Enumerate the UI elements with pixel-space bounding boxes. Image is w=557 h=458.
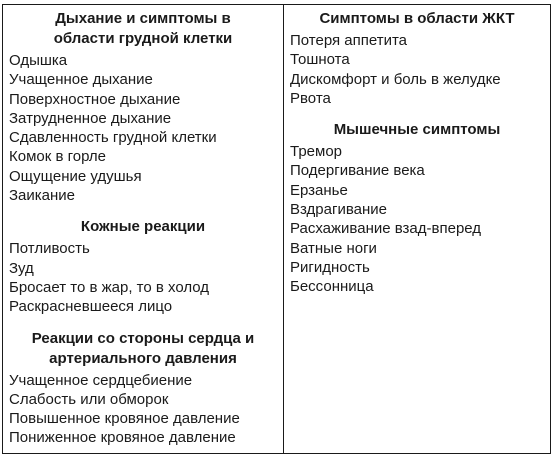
list-item: Потеря аппетита xyxy=(290,32,408,49)
list-item: Дискомфорт и боль в желудке xyxy=(290,70,501,88)
section-skin xyxy=(9,217,283,316)
list-item: Бросает то в жар, то в холод xyxy=(9,278,210,296)
left-column xyxy=(3,5,284,453)
right-column xyxy=(284,5,550,453)
list-item: Комок в горле xyxy=(9,148,107,166)
section-title: Кожные реакции xyxy=(80,218,206,236)
list-item: Тремор xyxy=(290,143,343,161)
section-heart xyxy=(9,329,283,448)
list-item: Тошнота xyxy=(290,51,350,69)
list-item: Рвота xyxy=(290,89,331,107)
list-item: Ригидность xyxy=(290,258,370,276)
list-item: Поверхностное дыхание xyxy=(9,90,181,108)
section-title: Симптомы в области ЖКТ xyxy=(319,10,515,27)
list-item: Повышенное кровяное давление xyxy=(9,410,240,428)
list-item: Подергивание века xyxy=(290,162,425,180)
section-muscle xyxy=(290,120,550,296)
list-item: Заикание xyxy=(9,187,76,205)
list-item: Зуд xyxy=(9,259,34,277)
list-item: Раскрасневшееся лицо xyxy=(9,298,173,316)
section-title: Мышечные симптомы xyxy=(333,121,501,139)
list-item: Учащенное сердцебиение xyxy=(9,371,193,389)
section-gi xyxy=(290,9,550,108)
list-item: Затрудненное дыхание xyxy=(9,109,172,127)
list-item: Сдавленность грудной клетки xyxy=(9,129,217,147)
list-item: Пониженное кровяное давление xyxy=(9,429,236,447)
list-item: Одышка xyxy=(9,52,68,69)
symptom-list xyxy=(9,239,283,316)
list-item: Потливость xyxy=(9,240,90,258)
symptom-list xyxy=(290,31,550,108)
symptoms-table xyxy=(2,4,551,454)
section-breathing xyxy=(9,9,283,205)
list-item: Вздрагивание xyxy=(290,201,387,219)
section-title: Дыхание и симптомы в области грудной клетки xyxy=(53,10,233,47)
symptom-list xyxy=(9,371,283,448)
symptom-list xyxy=(290,142,550,296)
symptom-list xyxy=(9,51,283,205)
list-item: Ватные ноги xyxy=(290,239,377,257)
list-item: Бессонница xyxy=(290,278,374,296)
section-title: Реакции со стороны сердца и артериального давления xyxy=(31,329,255,367)
list-item: Ерзанье xyxy=(290,181,348,199)
list-item: Ощущение удушья xyxy=(9,167,142,185)
list-item: Учащенное дыхание xyxy=(9,71,153,89)
list-item: Слабость или обморок xyxy=(9,390,169,408)
list-item: Расхаживание взад-вперед xyxy=(290,220,482,238)
